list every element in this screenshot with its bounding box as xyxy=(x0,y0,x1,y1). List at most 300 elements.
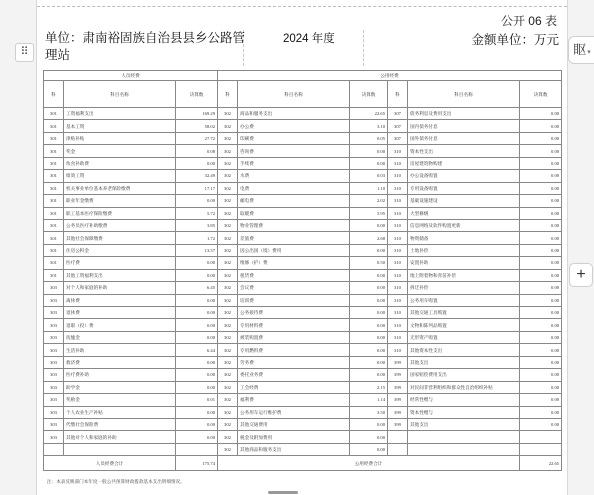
code-cell: 302 xyxy=(218,157,238,169)
name-cell: 职业年金缴费 xyxy=(64,195,176,207)
name-cell: 抚恤金 xyxy=(64,331,176,343)
name-cell: 救济费 xyxy=(64,356,176,368)
name-cell: 劳务费 xyxy=(238,356,350,368)
personnel-section-title: 人员经费 xyxy=(44,71,218,81)
table-row xyxy=(44,319,562,331)
code-cell: 303 xyxy=(44,307,64,319)
amount-cell: 2.68 xyxy=(350,232,388,244)
table-row xyxy=(44,443,562,455)
name-cell: 办公费 xyxy=(238,120,350,132)
amount-cell: 0.00 xyxy=(520,381,562,393)
code-cell: 301 xyxy=(44,257,64,269)
col-name: 科目名称 xyxy=(408,81,520,108)
amount-cell: 17.17 xyxy=(176,182,218,194)
code-cell: 310 xyxy=(388,294,408,306)
amount-cell: 0.00 xyxy=(520,170,562,182)
code-cell: 302 xyxy=(218,319,238,331)
amount-cell: 0.00 xyxy=(176,431,218,443)
table-row xyxy=(44,170,562,182)
name-cell: 资本性赠与 xyxy=(408,406,520,418)
code-cell: 302 xyxy=(218,207,238,219)
code-cell: 303 xyxy=(44,431,64,443)
amount-cell: 0.00 xyxy=(520,207,562,219)
name-cell xyxy=(64,443,176,455)
table-row xyxy=(44,282,562,294)
code-cell: 399 xyxy=(388,369,408,381)
amount-cell: 0.00 xyxy=(520,269,562,281)
name-cell: 其他社会保障缴费 xyxy=(64,232,176,244)
code-cell: 310 xyxy=(388,269,408,281)
code-cell: 303 xyxy=(44,418,64,430)
amount-cell xyxy=(176,443,218,455)
add-icon[interactable]: + xyxy=(569,263,593,287)
name-cell: 机关事业单位基本养老保险缴费 xyxy=(64,182,176,194)
name-cell: 代缴社会保险费 xyxy=(64,418,176,430)
name-cell: 租赁费 xyxy=(238,269,350,281)
amount-cell: 0.00 xyxy=(350,244,388,256)
name-cell: 医疗费补助 xyxy=(64,369,176,381)
name-cell: 其他商品和服务支出 xyxy=(238,443,350,455)
code-cell: 310 xyxy=(388,207,408,219)
code-cell: 303 xyxy=(44,319,64,331)
amount-cell: 0.00 xyxy=(350,344,388,356)
code-cell: 302 xyxy=(218,120,238,132)
amount-cell: 0.00 xyxy=(176,195,218,207)
col-name: 科目名称 xyxy=(238,81,350,108)
sidebar-glyph: 眍 xyxy=(573,42,587,57)
code-cell: 302 xyxy=(218,344,238,356)
amount-cell: 0.08 xyxy=(176,145,218,157)
code-cell: 399 xyxy=(388,381,408,393)
code-cell: 310 xyxy=(388,282,408,294)
amount-unit: 金额单位：万元 xyxy=(471,33,559,47)
amount-cell: 0.00 xyxy=(176,381,218,393)
amount-cell: 2.02 xyxy=(350,195,388,207)
name-cell: 专用材料费 xyxy=(238,319,350,331)
code-cell: 302 xyxy=(218,257,238,269)
name-cell: 公务用车运行维护费 xyxy=(238,406,350,418)
code-cell: 303 xyxy=(44,331,64,343)
amount-cell: 0.00 xyxy=(176,257,218,269)
table-row xyxy=(44,244,562,256)
code-cell: 310 xyxy=(388,331,408,343)
name-cell: 离休费 xyxy=(64,294,176,306)
name-cell: 其他对个人和家庭的补助 xyxy=(64,431,176,443)
name-cell xyxy=(408,443,520,455)
amount-cell: 22.65 xyxy=(350,108,388,120)
footnote: 注：本表反映部门本年度一般公共预算财政拨款基本支出明细情况。 xyxy=(47,479,185,484)
code-cell xyxy=(388,431,408,443)
amount-cell: 27.72 xyxy=(176,132,218,144)
name-cell: 奖励金 xyxy=(64,394,176,406)
table-row xyxy=(44,269,562,281)
name-cell: 会议费 xyxy=(238,282,350,294)
name-cell: 办公设备购置 xyxy=(408,170,520,182)
table-row xyxy=(44,394,562,406)
name-cell: 房屋建筑物购建 xyxy=(408,157,520,169)
code-cell: 301 xyxy=(44,157,64,169)
amount-cell: 169.29 xyxy=(176,108,218,120)
unit-name: 单位：肃南裕固族自治县县乡公路管理站 xyxy=(45,31,246,62)
name-cell: 大型修缮 xyxy=(408,207,520,219)
name-cell: 住房公积金 xyxy=(64,244,176,256)
col-code: 科 xyxy=(44,81,64,108)
code-cell: 302 xyxy=(218,369,238,381)
code-cell: 302 xyxy=(218,356,238,368)
name-cell: 咨询费 xyxy=(238,145,350,157)
name-cell: 助学金 xyxy=(64,381,176,393)
table-row xyxy=(44,219,562,231)
name-cell: 其他支出 xyxy=(408,418,520,430)
code-cell: 302 xyxy=(218,331,238,343)
amount-cell: 0.00 xyxy=(520,157,562,169)
name-cell: 其他工资福利支出 xyxy=(64,269,176,281)
name-cell: 工资福利支出 xyxy=(64,108,176,120)
code-cell: 301 xyxy=(44,145,64,157)
code-cell: 399 xyxy=(388,406,408,418)
name-cell: 其他交通费用 xyxy=(238,418,350,430)
amount-cell: 0.00 xyxy=(520,282,562,294)
code-cell: 302 xyxy=(218,232,238,244)
col-code: 科 xyxy=(388,81,408,108)
code-cell: 302 xyxy=(218,219,238,231)
code-cell: 302 xyxy=(218,282,238,294)
name-cell: 伙食补助费 xyxy=(64,157,176,169)
public-section-title: 公用经费 xyxy=(218,71,562,81)
amount-cell: 0.00 xyxy=(520,108,562,120)
name-cell: 电费 xyxy=(238,182,350,194)
name-cell: 物业管理费 xyxy=(238,219,350,231)
amount-cell: 0.00 xyxy=(350,331,388,343)
code-cell: 302 xyxy=(218,418,238,430)
amount-cell: 0.00 xyxy=(520,120,562,132)
code-cell: 303 xyxy=(44,369,64,381)
amount-cell: 0.00 xyxy=(350,307,388,319)
name-cell: 邮电费 xyxy=(238,195,350,207)
amount-cell: 0.00 xyxy=(350,269,388,281)
name-cell: 基础设施建设 xyxy=(408,195,520,207)
amount-cell: 1.72 xyxy=(176,232,218,244)
code-cell: 302 xyxy=(218,443,238,455)
name-cell: 绩效工资 xyxy=(64,170,176,182)
amount-cell: 0.00 xyxy=(176,294,218,306)
amount-cell: 0.00 xyxy=(176,369,218,381)
amount-cell: 0.00 xyxy=(176,269,218,281)
code-cell: 310 xyxy=(388,145,408,157)
code-cell: 307 xyxy=(388,108,408,120)
amount-cell: 5.72 xyxy=(176,207,218,219)
name-cell: 对个人和家庭的补助 xyxy=(64,282,176,294)
table-row xyxy=(44,369,562,381)
public-total-value: 22.65 xyxy=(520,456,562,471)
amount-cell: 6.45 xyxy=(176,282,218,294)
name-cell: 个人农业生产补贴 xyxy=(64,406,176,418)
table-row xyxy=(44,331,562,343)
name-cell: 因公出国（境）费用 xyxy=(238,244,350,256)
amount-cell: 0.00 xyxy=(176,418,218,430)
name-cell: 国家赔偿费用支出 xyxy=(408,369,520,381)
report-year: 2024 年度 xyxy=(283,33,335,45)
section-header-row xyxy=(44,71,562,81)
amount-cell: 3.50 xyxy=(350,406,388,418)
name-cell: 物资储备 xyxy=(408,232,520,244)
code-cell: 302 xyxy=(218,182,238,194)
name-cell: 债务利息及费用支出 xyxy=(408,108,520,120)
code-cell: 303 xyxy=(44,294,64,306)
document-page xyxy=(36,0,568,495)
code-cell: 301 xyxy=(44,269,64,281)
name-cell: 取暖费 xyxy=(238,207,350,219)
amount-cell: 1.10 xyxy=(350,182,388,194)
personnel-total-value: 175.74 xyxy=(176,456,218,471)
col-amount: 决算数 xyxy=(520,81,562,108)
code-cell: 310 xyxy=(388,195,408,207)
amount-cell: 0.00 xyxy=(176,356,218,368)
amount-cell: 3.10 xyxy=(350,120,388,132)
chevron-down-icon: ▾ xyxy=(587,49,591,56)
code-cell: 303 xyxy=(44,282,64,294)
code-cell: 302 xyxy=(218,145,238,157)
name-cell: 国内债务付息 xyxy=(408,120,520,132)
code-cell: 310 xyxy=(388,157,408,169)
table-row xyxy=(44,108,562,120)
name-cell: 专用燃料费 xyxy=(238,344,350,356)
form-number: 公开 06 表 xyxy=(500,14,557,28)
name-cell: 资本性支出 xyxy=(408,145,520,157)
code-cell: 302 xyxy=(218,406,238,418)
name-cell: 信息网络及软件购置更新 xyxy=(408,219,520,231)
amount-cell: 32.49 xyxy=(176,170,218,182)
name-cell: 文物和陈列品购置 xyxy=(408,319,520,331)
name-cell: 其他支出 xyxy=(408,356,520,368)
name-cell: 培训费 xyxy=(238,294,350,306)
name-cell: 津贴补贴 xyxy=(64,132,176,144)
amount-cell: 0.00 xyxy=(350,294,388,306)
code-cell: 307 xyxy=(388,132,408,144)
table-row xyxy=(44,356,562,368)
code-cell: 310 xyxy=(388,170,408,182)
name-cell: 经常性赠与 xyxy=(408,394,520,406)
amount-cell: 0.00 xyxy=(520,356,562,368)
amount-cell: 0.00 xyxy=(520,406,562,418)
code-cell: 303 xyxy=(44,356,64,368)
code-cell: 301 xyxy=(44,244,64,256)
amount-cell: 0.00 xyxy=(520,145,562,157)
name-cell: 地上附着物和青苗补偿 xyxy=(408,269,520,281)
amount-cell: 58.02 xyxy=(176,120,218,132)
code-cell: 302 xyxy=(218,269,238,281)
code-cell: 399 xyxy=(388,418,408,430)
code-cell: 303 xyxy=(44,394,64,406)
sidebar-toggle-button[interactable] xyxy=(568,36,594,64)
table-row xyxy=(44,232,562,244)
code-cell: 302 xyxy=(218,307,238,319)
table-row xyxy=(44,431,562,443)
table-row xyxy=(44,294,562,306)
amount-cell: 0.00 xyxy=(350,431,388,443)
amount-cell: 0.01 xyxy=(176,394,218,406)
amount-cell: 0.00 xyxy=(520,319,562,331)
amount-cell: 0.00 xyxy=(520,369,562,381)
amount-cell: 0.00 xyxy=(520,232,562,244)
code-cell: 310 xyxy=(388,244,408,256)
amount-cell: 0.00 xyxy=(350,319,388,331)
amount-cell: 0.00 xyxy=(520,219,562,231)
code-cell: 301 xyxy=(44,120,64,132)
name-cell: 维修（护）费 xyxy=(238,257,350,269)
amount-cell: 0.00 xyxy=(176,157,218,169)
code-cell: 310 xyxy=(388,344,408,356)
totals-row xyxy=(44,456,562,471)
amount-cell: 0.00 xyxy=(520,182,562,194)
name-cell: 差旅费 xyxy=(238,232,350,244)
name-cell: 安置补助 xyxy=(408,257,520,269)
amount-cell: 0.00 xyxy=(520,257,562,269)
code-cell: 302 xyxy=(218,195,238,207)
name-cell: 公务用车购置 xyxy=(408,294,520,306)
name-cell: 商品和服务支出 xyxy=(238,108,350,120)
code-cell: 301 xyxy=(44,232,64,244)
page-top-divider xyxy=(37,6,567,7)
amount-cell: 13.57 xyxy=(176,244,218,256)
amount-cell: 0.00 xyxy=(350,157,388,169)
table-row xyxy=(44,344,562,356)
name-cell: 退休费 xyxy=(64,307,176,319)
amount-cell: 0.00 xyxy=(520,195,562,207)
public-total-label: 公用经费合计 xyxy=(218,456,520,471)
name-cell: 公务员医疗补助缴费 xyxy=(64,219,176,231)
table-row xyxy=(44,145,562,157)
amount-cell: 0.00 xyxy=(520,418,562,430)
amount-cell: 0.00 xyxy=(350,369,388,381)
code-cell: 310 xyxy=(388,232,408,244)
amount-cell: 0.00 xyxy=(520,344,562,356)
code-cell: 302 xyxy=(218,170,238,182)
amount-cell: 5.95 xyxy=(350,207,388,219)
name-cell: 其他资本性支出 xyxy=(408,344,520,356)
name-cell: 国外债务付息 xyxy=(408,132,520,144)
code-cell: 302 xyxy=(218,294,238,306)
code-cell: 301 xyxy=(44,182,64,194)
name-cell: 工会经费 xyxy=(238,381,350,393)
name-cell: 退职（役）费 xyxy=(64,319,176,331)
name-cell: 水费 xyxy=(238,170,350,182)
drag-handle-icon[interactable]: ⠿ xyxy=(15,43,34,62)
amount-cell: 3.85 xyxy=(176,219,218,231)
amount-cell: 0.00 xyxy=(520,244,562,256)
code-cell: 301 xyxy=(44,170,64,182)
amount-cell: 0.00 xyxy=(350,219,388,231)
col-name: 科目名称 xyxy=(64,81,176,108)
col-code: 科 xyxy=(218,81,238,108)
amount-cell: 0.00 xyxy=(350,282,388,294)
name-cell: 公务接待费 xyxy=(238,307,350,319)
table-row xyxy=(44,406,562,418)
amount-cell: 0.00 xyxy=(176,331,218,343)
code-cell: 301 xyxy=(44,195,64,207)
code-cell: 302 xyxy=(218,132,238,144)
table-row xyxy=(44,207,562,219)
amount-cell: 0.00 xyxy=(350,443,388,455)
code-cell: 302 xyxy=(218,108,238,120)
name-cell: 专用设备购置 xyxy=(408,182,520,194)
code-cell xyxy=(44,443,64,455)
name-cell: 对民间非营利组织和群众性自治组织补贴 xyxy=(408,381,520,393)
code-cell: 310 xyxy=(388,319,408,331)
personnel-total-label: 人员经费合计 xyxy=(44,456,176,471)
table-row xyxy=(44,195,562,207)
amount-cell: 0.03 xyxy=(350,170,388,182)
code-cell: 310 xyxy=(388,307,408,319)
code-cell: 307 xyxy=(388,120,408,132)
name-cell: 土地补偿 xyxy=(408,244,520,256)
name-cell: 奖金 xyxy=(64,145,176,157)
amount-cell: 0.00 xyxy=(350,356,388,368)
amount-cell: 0.05 xyxy=(350,132,388,144)
code-cell: 303 xyxy=(44,406,64,418)
name-cell: 印刷费 xyxy=(238,132,350,144)
name-cell: 拆迁补偿 xyxy=(408,282,520,294)
table-row xyxy=(44,257,562,269)
amount-cell: 0.00 xyxy=(520,331,562,343)
amount-cell: 0.00 xyxy=(176,307,218,319)
table-row xyxy=(44,418,562,430)
name-cell: 基本工资 xyxy=(64,120,176,132)
name-cell: 福利费 xyxy=(238,394,350,406)
name-cell: 税金及附加费用 xyxy=(238,431,350,443)
table-row xyxy=(44,157,562,169)
amount-cell: 0.50 xyxy=(350,257,388,269)
code-cell: 310 xyxy=(388,219,408,231)
amount-cell: 0.00 xyxy=(520,132,562,144)
code-cell: 302 xyxy=(218,394,238,406)
code-cell: 301 xyxy=(44,207,64,219)
name-cell: 被装购置费 xyxy=(238,331,350,343)
amount-cell: 2.15 xyxy=(350,381,388,393)
column-header-row xyxy=(44,81,562,108)
code-cell: 310 xyxy=(388,257,408,269)
amount-cell: 0.00 xyxy=(350,145,388,157)
code-cell: 302 xyxy=(218,431,238,443)
code-cell: 399 xyxy=(388,356,408,368)
name-cell: 生活补助 xyxy=(64,344,176,356)
name-cell xyxy=(408,431,520,443)
amount-cell: 0.00 xyxy=(350,418,388,430)
code-cell: 302 xyxy=(218,381,238,393)
amount-cell: 0.00 xyxy=(176,319,218,331)
amount-cell: 0.00 xyxy=(520,294,562,306)
name-cell: 手续费 xyxy=(238,157,350,169)
code-cell: 302 xyxy=(218,244,238,256)
code-cell: 303 xyxy=(44,381,64,393)
name-cell: 医疗费 xyxy=(64,257,176,269)
amount-cell: 0.00 xyxy=(520,307,562,319)
code-cell: 399 xyxy=(388,394,408,406)
name-cell: 职工基本医疗保险缴费 xyxy=(64,207,176,219)
name-cell: 委托业务费 xyxy=(238,369,350,381)
amount-cell: 0.00 xyxy=(176,406,218,418)
table-row xyxy=(44,307,562,319)
scrollbar-handle[interactable] xyxy=(268,491,298,494)
col-amount: 决算数 xyxy=(176,81,218,108)
code-cell: 301 xyxy=(44,219,64,231)
amount-cell: 6.44 xyxy=(176,344,218,356)
name-cell: 其他交通工具购置 xyxy=(408,307,520,319)
expenditure-table xyxy=(43,70,562,471)
table-row xyxy=(44,132,562,144)
amount-cell xyxy=(520,431,562,443)
amount-cell: 1.14 xyxy=(350,394,388,406)
